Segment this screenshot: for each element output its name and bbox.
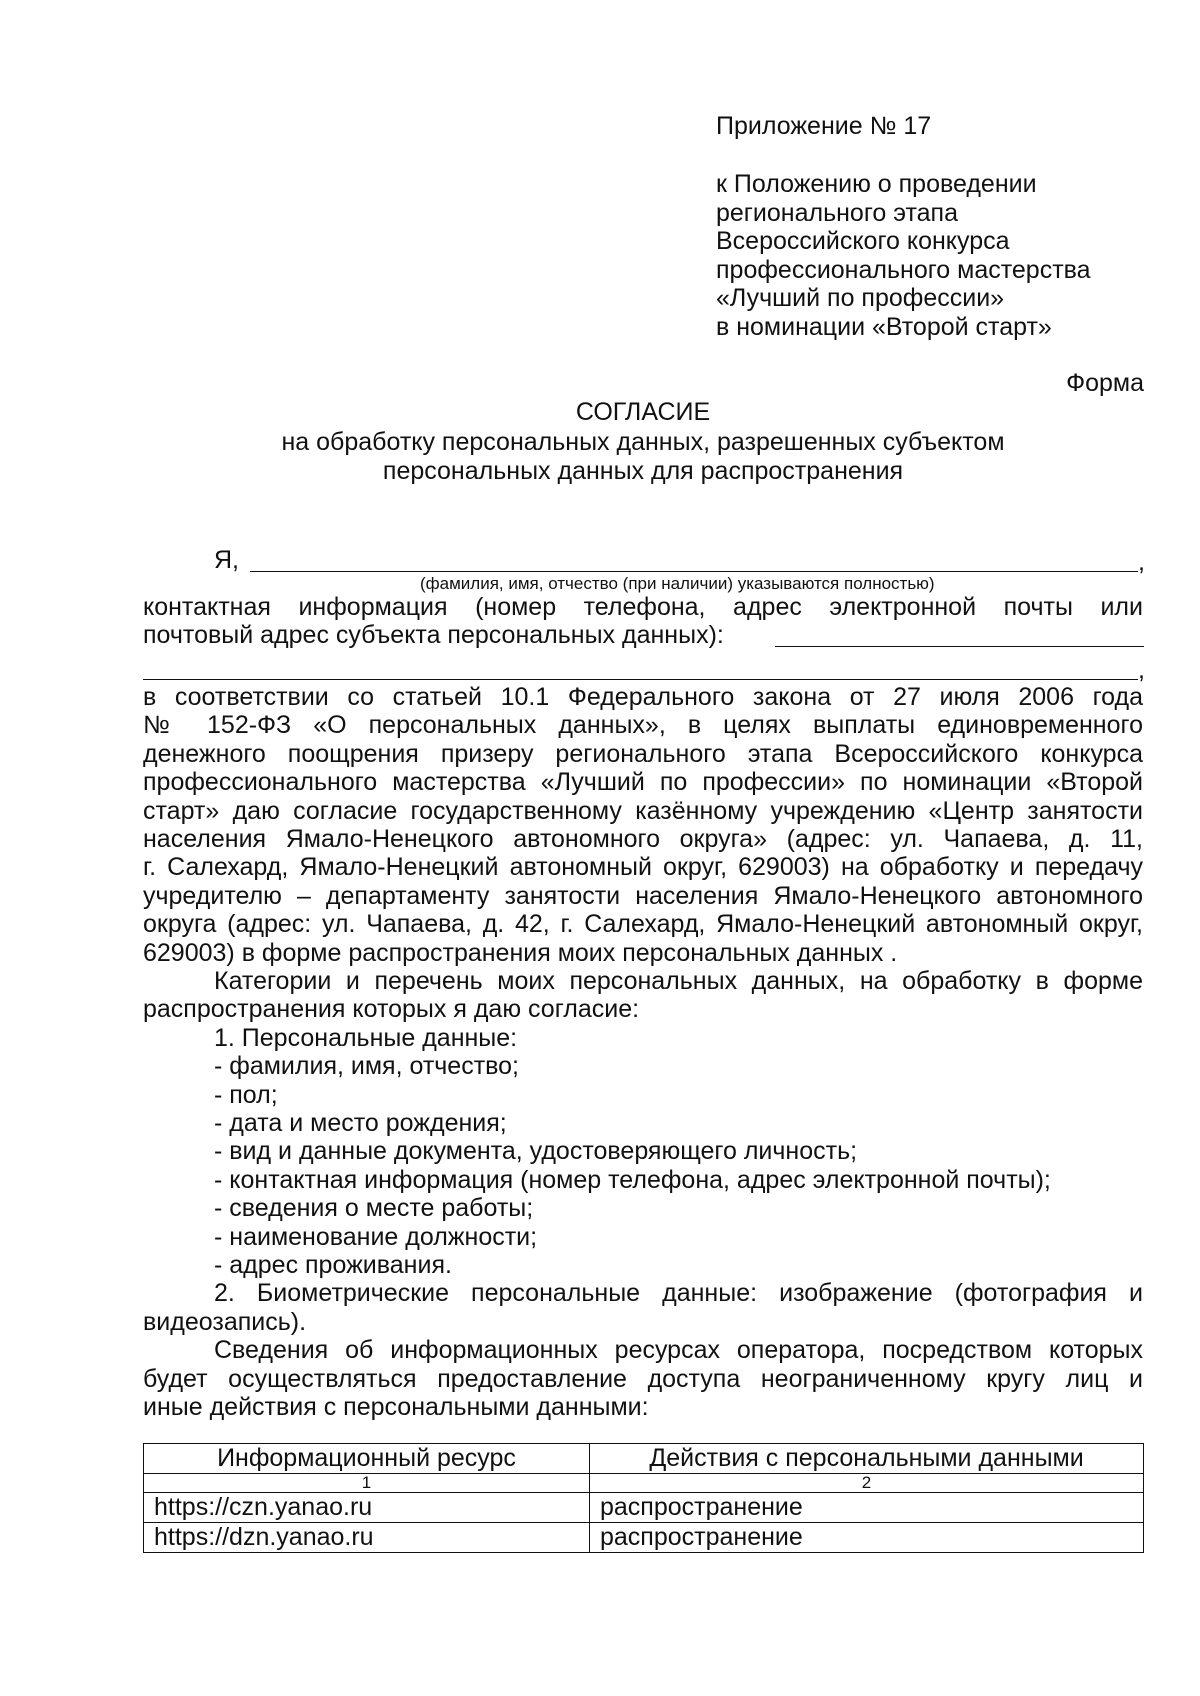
biometric-line: 2. Биометрические персональные данные: изображение (фотография и	[214, 1279, 1143, 1307]
pd-heading: 1. Персональные данные:	[214, 1024, 518, 1052]
body-line: денежного поощрения призеру регионального этапа Всероссийского конкурса	[143, 740, 1143, 768]
body-line: учредителю – департаменту занятости населения Ямало-Ненецкого автономного	[143, 882, 1143, 910]
body-line: округа (адрес: ул. Чапаева, д. 42, г. Салехард, Ямало-Ненецкий автономный округ,	[143, 910, 1143, 938]
body-line: № 152-ФЗ «О персональных данных», в целях выплаты единовременного	[143, 711, 1143, 739]
regulation-line: в номинации «Второй старт»	[716, 312, 1052, 341]
resources-line: Сведения об информационных ресурсах оператора, посредством которых	[214, 1336, 1143, 1364]
biometric-line: видеозапись).	[143, 1308, 307, 1336]
regulation-line: регионального этапа	[716, 198, 958, 227]
pd-item: - контактная информация (номер телефона, адрес электронной почты);	[214, 1166, 1051, 1194]
body-line: профессионального мастерства «Лучший по профессии» по номинации «Второй	[143, 768, 1143, 796]
table-header-cell: Информационный ресурс	[144, 1444, 590, 1474]
body-line: старт» даю согласие государственному казённому учреждению «Центр занятости	[143, 797, 1143, 825]
table-number-cell: 1	[144, 1474, 590, 1493]
comma: ,	[1138, 656, 1145, 684]
name-field-line[interactable]	[250, 571, 1138, 572]
resources-line: иные действия с персональными данными:	[143, 1393, 649, 1421]
contact-field-line-2[interactable]	[143, 679, 1138, 680]
subtitle-line: на обработку персональных данных, разрешенных субъектом	[281, 428, 1005, 456]
annex-number: Приложение № 17	[716, 112, 932, 140]
pd-item: - фамилия, имя, отчество;	[214, 1052, 519, 1080]
table-cell-resource: https://czn.yanao.ru	[144, 1493, 590, 1523]
regulation-line: «Лучший по профессии»	[716, 284, 1005, 313]
regulation-reference	[716, 170, 1091, 342]
pd-item: - сведения о месте работы;	[214, 1194, 534, 1222]
pd-item: - пол;	[214, 1081, 278, 1109]
form-label: Форма	[1066, 369, 1144, 397]
body-line: в соответствии со статьей 10.1 Федерального закона от 27 июля 2006 года	[143, 683, 1143, 711]
document-title: СОГЛАСИЕ	[575, 398, 711, 426]
pd-item: - вид и данные документа, удостоверяющего личность;	[214, 1137, 858, 1165]
resources-table	[143, 1443, 1144, 1553]
regulation-line: к Положению о проведении	[716, 170, 1037, 198]
pd-item: - дата и место рождения;	[214, 1109, 507, 1137]
comma: ,	[1138, 548, 1145, 576]
contact-line: контактная информация (номер телефона, адрес электронной почты или	[143, 593, 1143, 621]
subtitle-line: персональных данных для распространения	[382, 456, 904, 485]
resources-line: будет осуществляться предоставление доступа неограниченному кругу лиц и	[143, 1365, 1143, 1393]
table-cell-resource: https://dzn.yanao.ru	[144, 1523, 590, 1553]
regulation-line: Всероссийского конкурса	[716, 227, 1010, 256]
table-row	[144, 1493, 1144, 1523]
body-line: 629003) в форме распространения моих персональных данных .	[143, 939, 898, 967]
categories-line: распространения которых я даю согласие:	[143, 995, 640, 1023]
categories-line: Категории и перечень моих персональных данных, на обработку в форме	[214, 967, 1143, 995]
document-subtitle	[0, 428, 1200, 485]
table-header-cell: Действия с персональными данными	[590, 1444, 1144, 1474]
ya-prefix: Я,	[214, 546, 239, 574]
table-row	[144, 1523, 1144, 1553]
body-line: населения Ямало-Ненецкого автономного округа» (адрес: ул. Чапаева, д. 11,	[143, 825, 1143, 853]
table-number-row	[144, 1474, 1144, 1493]
table-number-cell: 2	[590, 1474, 1144, 1493]
contact-field-line[interactable]	[775, 646, 1144, 647]
contact-line: почтовый адрес субъекта персональных данных):	[143, 621, 724, 649]
pd-item: - адрес проживания.	[214, 1251, 452, 1279]
table-cell-action: распространение	[590, 1493, 1144, 1523]
table-cell-action: распространение	[590, 1523, 1144, 1553]
body-line: г. Салехард, Ямало-Ненецкий автономный округ, 629003) на обработку и передачу	[143, 853, 1143, 881]
table-header-row	[144, 1444, 1144, 1474]
name-field-hint: (фамилия, имя, отчество (при наличии) указываются полностью)	[420, 574, 935, 593]
regulation-line: профессионального мастерства	[716, 255, 1091, 284]
pd-item: - наименование должности;	[214, 1223, 538, 1251]
